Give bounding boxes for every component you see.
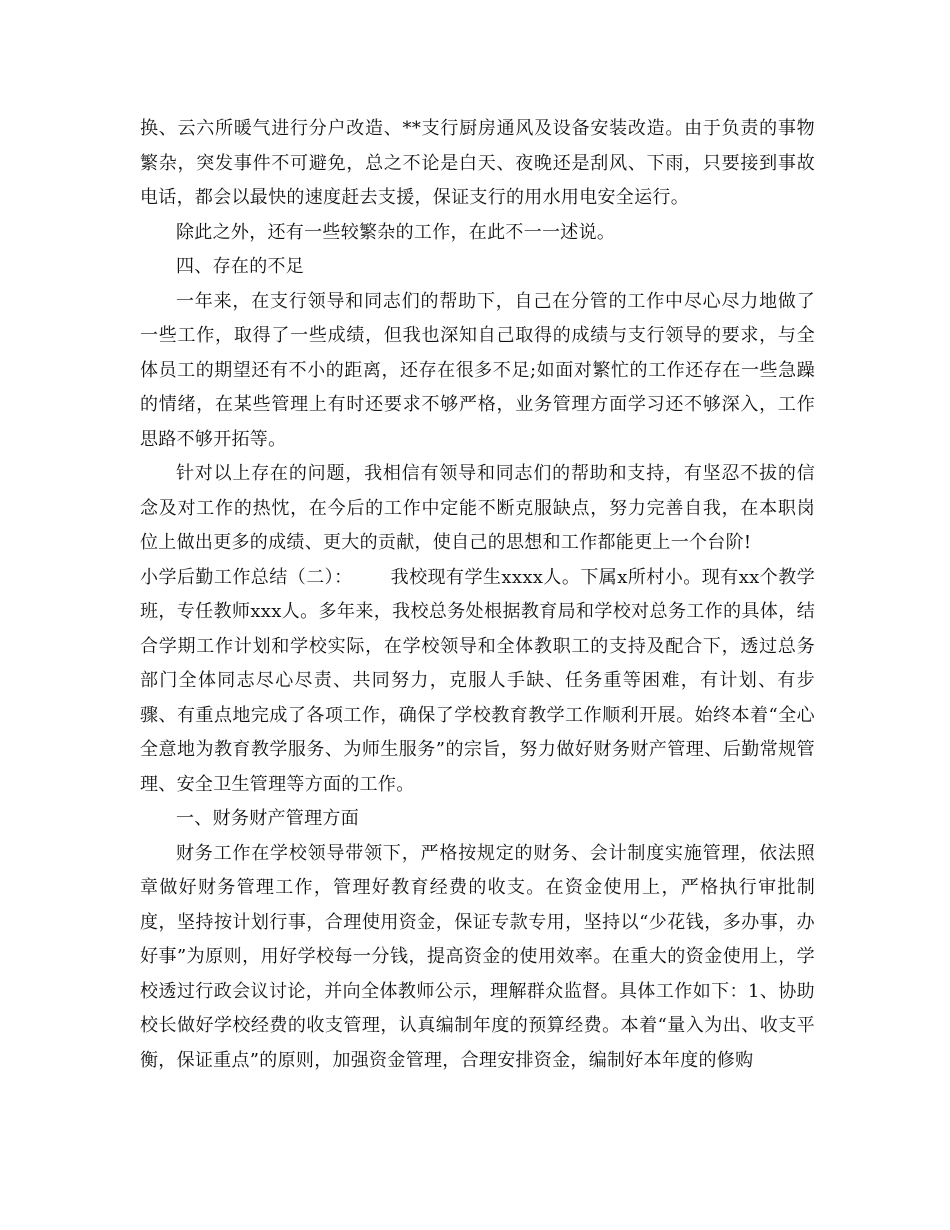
summary-two-body: 我校现有学生xxxx人。下属x所村小。现有xx个教学班，专任教师xxx人。多年来，我校总务处根据教育局和学校对总务工作的具体，结合学期工作计划和学校实际，在学校领导和全体教职工的支持及配合下，透过总务部门全体同志尽心尽责、共同努力，克服人手缺、任务重等困难，有计划、有步骤、有重点地完成了各项工作，确保了学校教育教学工作顺利开展。始终本着“全心全意地为教育教学服务、为师生服务”的宗旨，努力做好财务财产管理、后勤常规管理、安全卫生管理等方面的工作。 bbox=[140, 566, 816, 795]
paragraph-misc-work: 除此之外，还有一些较繁杂的工作，在此不一一述说。 bbox=[176, 221, 616, 243]
paragraph-shortcomings: 一年来，在支行领导和同志们的帮助下，自己在分管的工作中尽心尽力地做了一些工作，取得了一些成绩，但我也深知自己取得的成绩与支行领导的要求，与全体员工的期望还有不小的距离，还存在很多不足;如面对繁忙的工作还存在一些急躁的情绪，在某些管理上有时还要求不够严格，业务管理方面学习还不够深入，工作思路不够开拓等。 bbox=[140, 290, 815, 450]
paragraph-finance: 财务工作在学校领导带领下，严格按规定的财务、会计制度实施管理，依法照章做好财务管理工作，管理好教育经费的收支。在资金使用上，严格执行审批制度，坚持按计划行事，合理使用资金，保证专款专用，坚持以“少花钱，多办事，办好事”为原则，用好学校每一分钱，提高资金的使用效率。在重大的资金使用上，学校透过行政会议讨论，并向全体教师公示，理解群众监督。具体工作如下：1、协助校长做好学校经费的收支管理，认真编制年度的预算经费。本着“量入为出、收支平衡，保证重点”的原则，加强资金管理，合理安排资金，编制好本年度的修购 bbox=[140, 842, 815, 1071]
paragraph-improvement: 针对以上存在的问题，我相信有领导和同志们的帮助和支持，有坚忍不拔的信念及对工作的热忱，在今后的工作中定能不断克服缺点，努力完善自我，在本职岗位上做出更多的成绩、更大的贡献，使自己的思想和工作都能更上一个台阶! bbox=[140, 463, 815, 553]
section-heading-finance: 一、财务财产管理方面 bbox=[176, 808, 359, 829]
paragraph-summary-two bbox=[140, 561, 815, 803]
section-heading-shortcomings: 四、存在的不足 bbox=[176, 256, 305, 277]
summary-two-title: 小学后勤工作总结（二）： bbox=[140, 566, 353, 588]
paragraph-continuation: 换、云六所暖气进行分户改造、**支行厨房通风及设备安装改造。由于负责的事物繁杂，突发事件不可避免，总之不论是白天、夜晚还是刮风、下雨，只要接到事故电话，都会以最快的速度赶去支援，保证支行的用水用电安全运行。 bbox=[140, 118, 815, 208]
document-body bbox=[140, 112, 815, 1078]
